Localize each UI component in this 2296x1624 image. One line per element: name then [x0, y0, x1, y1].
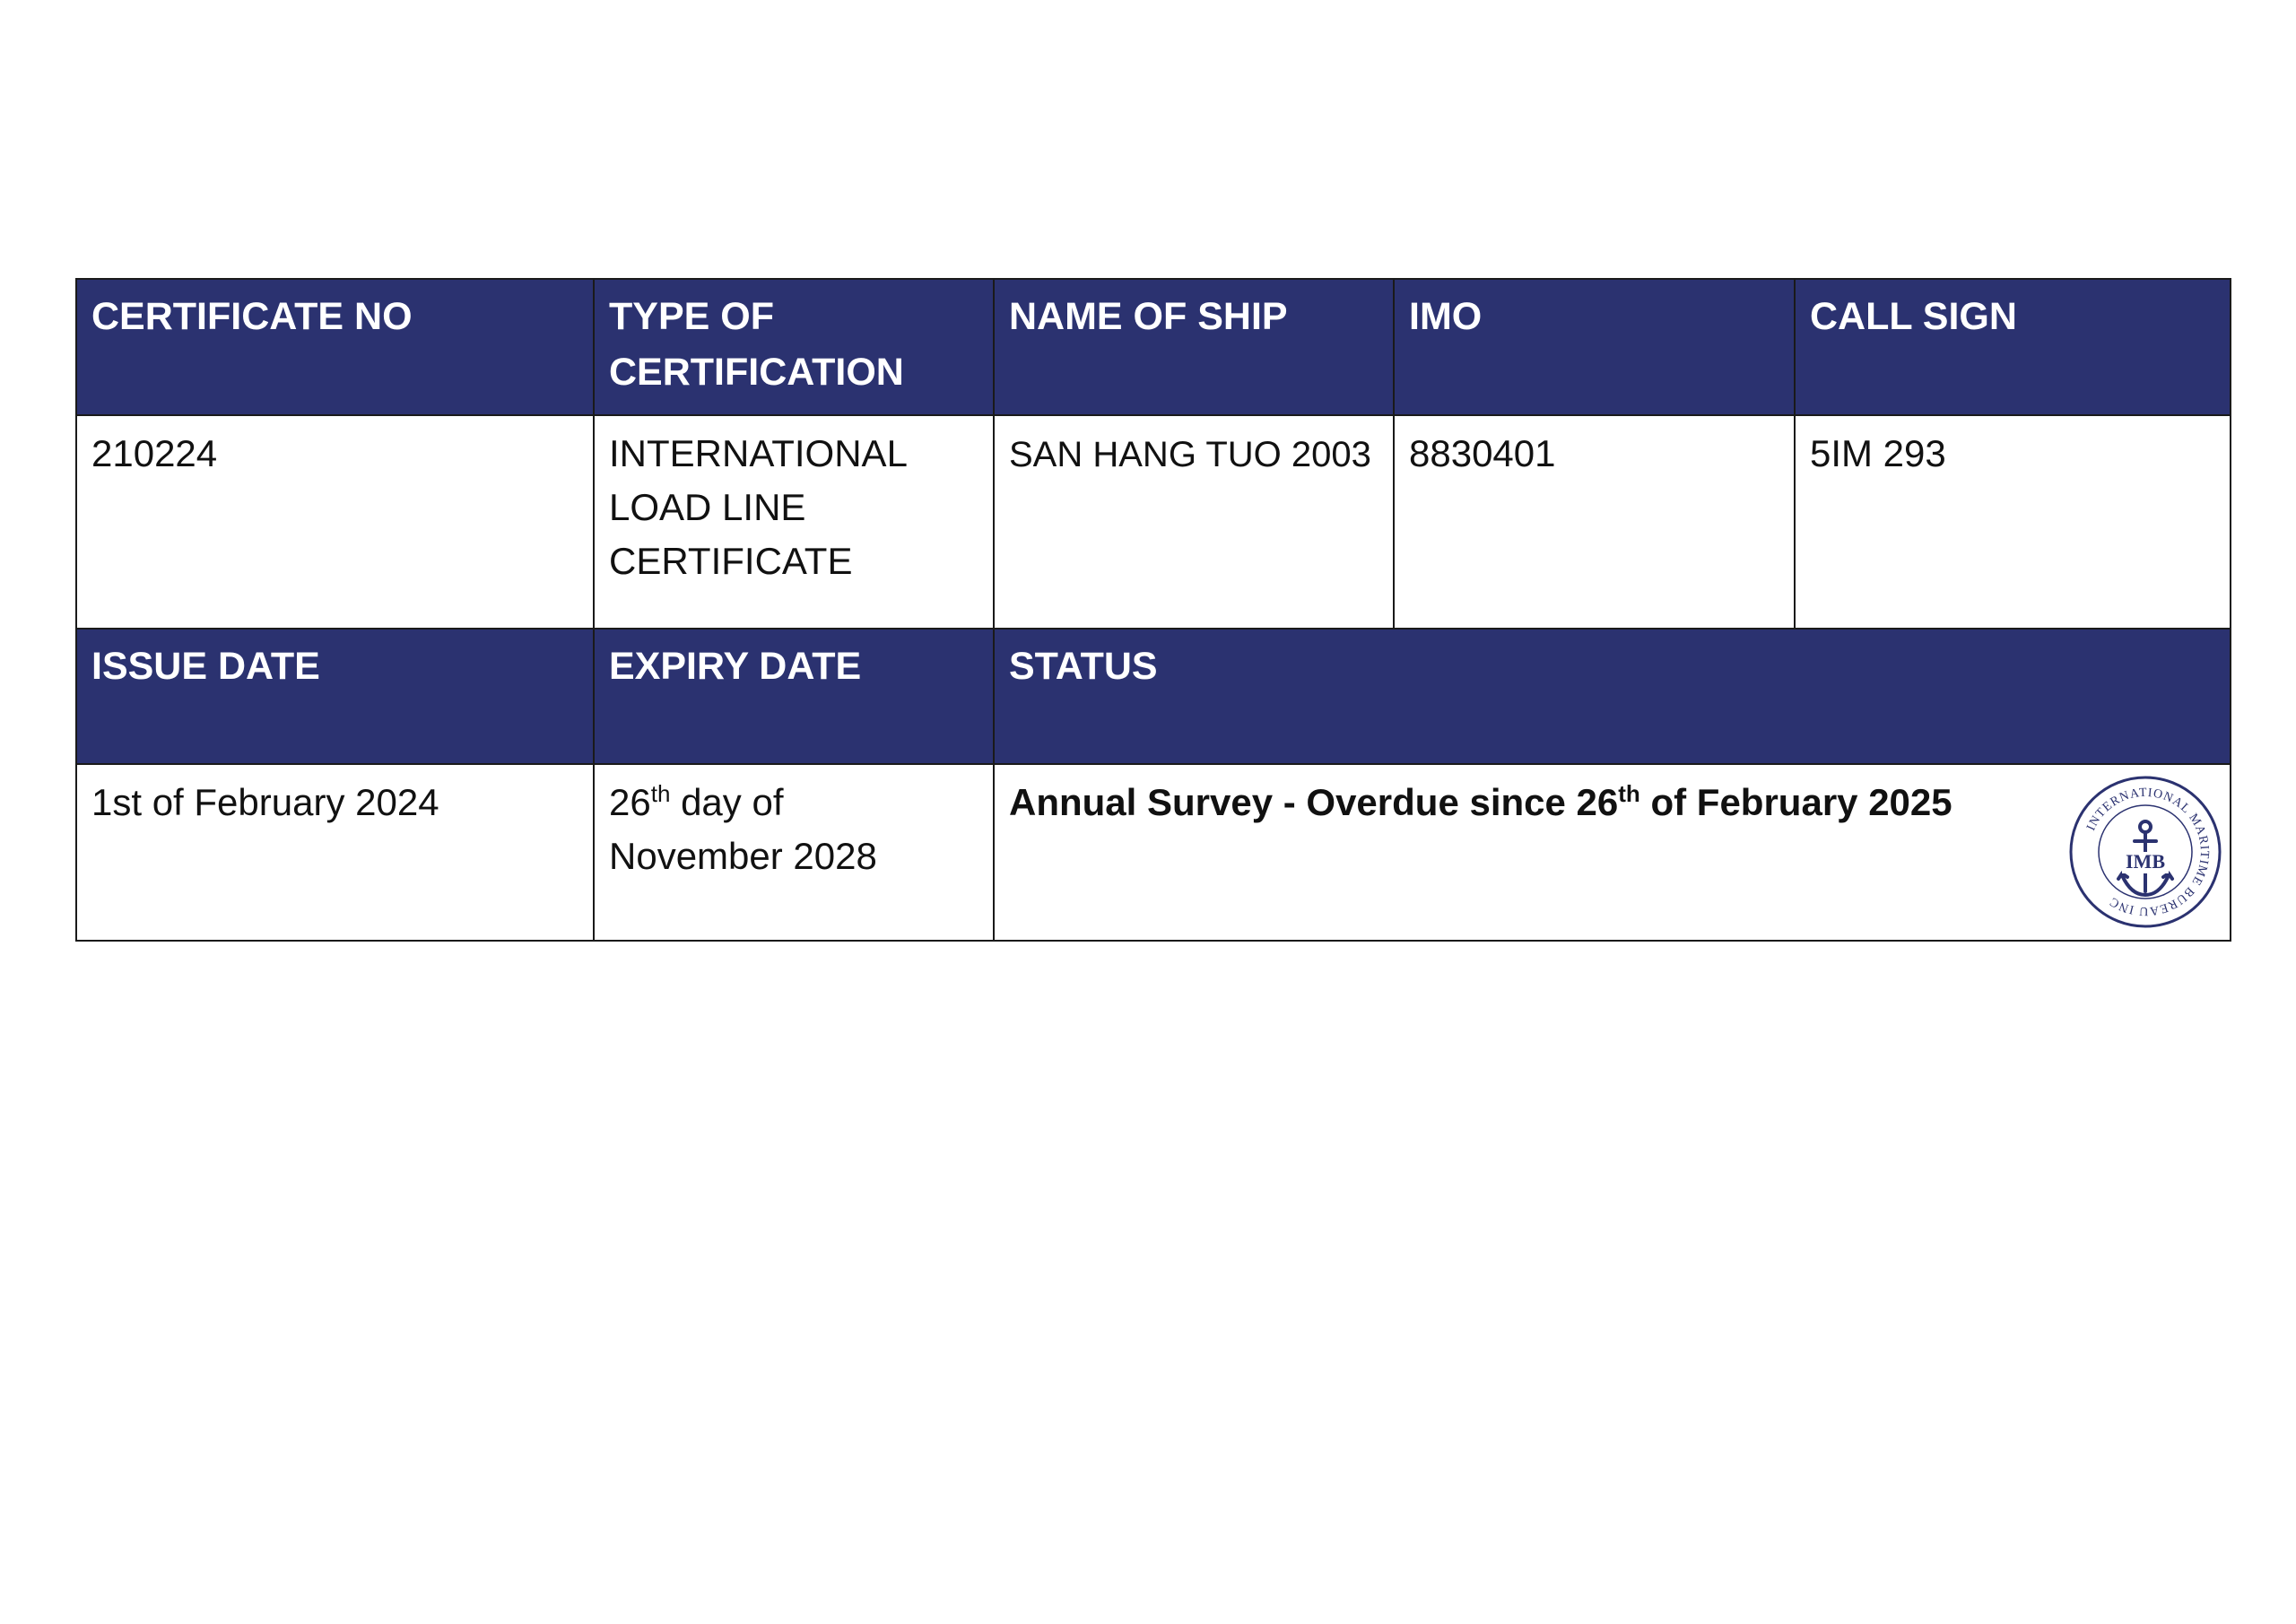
value-name-of-ship: SAN HANG TUO 2003: [994, 415, 1394, 629]
value-expiry-date: 26th day of November 2028: [594, 764, 994, 941]
value-row-2: [76, 764, 2231, 941]
header-certificate-no: CERTIFICATE NO: [76, 279, 594, 415]
value-status: [994, 764, 2231, 941]
header-imo: IMO: [1394, 279, 1795, 415]
value-type-of-certification: INTERNATIONAL LOAD LINE CERTIFICATE: [594, 415, 994, 629]
status-text: Annual Survey - Overdue since 26th of February 2025: [1009, 780, 1952, 823]
header-name-of-ship: NAME OF SHIP: [994, 279, 1394, 415]
seal-center-text: IMB: [2126, 850, 2165, 873]
value-row-1: [76, 415, 2231, 629]
header-row-1: [76, 279, 2231, 415]
header-status: STATUS: [994, 629, 2231, 764]
header-type-of-certification: TYPE OF CERTIFICATION: [594, 279, 994, 415]
header-call-sign: CALL SIGN: [1795, 279, 2231, 415]
imb-seal-logo: [2068, 775, 2222, 929]
header-issue-date: ISSUE DATE: [76, 629, 594, 764]
header-expiry-date: EXPIRY DATE: [594, 629, 994, 764]
certificate-table: [75, 278, 2231, 942]
value-certificate-no: 210224: [76, 415, 594, 629]
seal-ring-text: INTERNATIONAL MARITIME BUREAU INC: [2084, 786, 2212, 918]
value-imo: 8830401: [1394, 415, 1795, 629]
value-issue-date: 1st of February 2024: [76, 764, 594, 941]
value-call-sign: 5IM 293: [1795, 415, 2231, 629]
header-row-2: [76, 629, 2231, 764]
